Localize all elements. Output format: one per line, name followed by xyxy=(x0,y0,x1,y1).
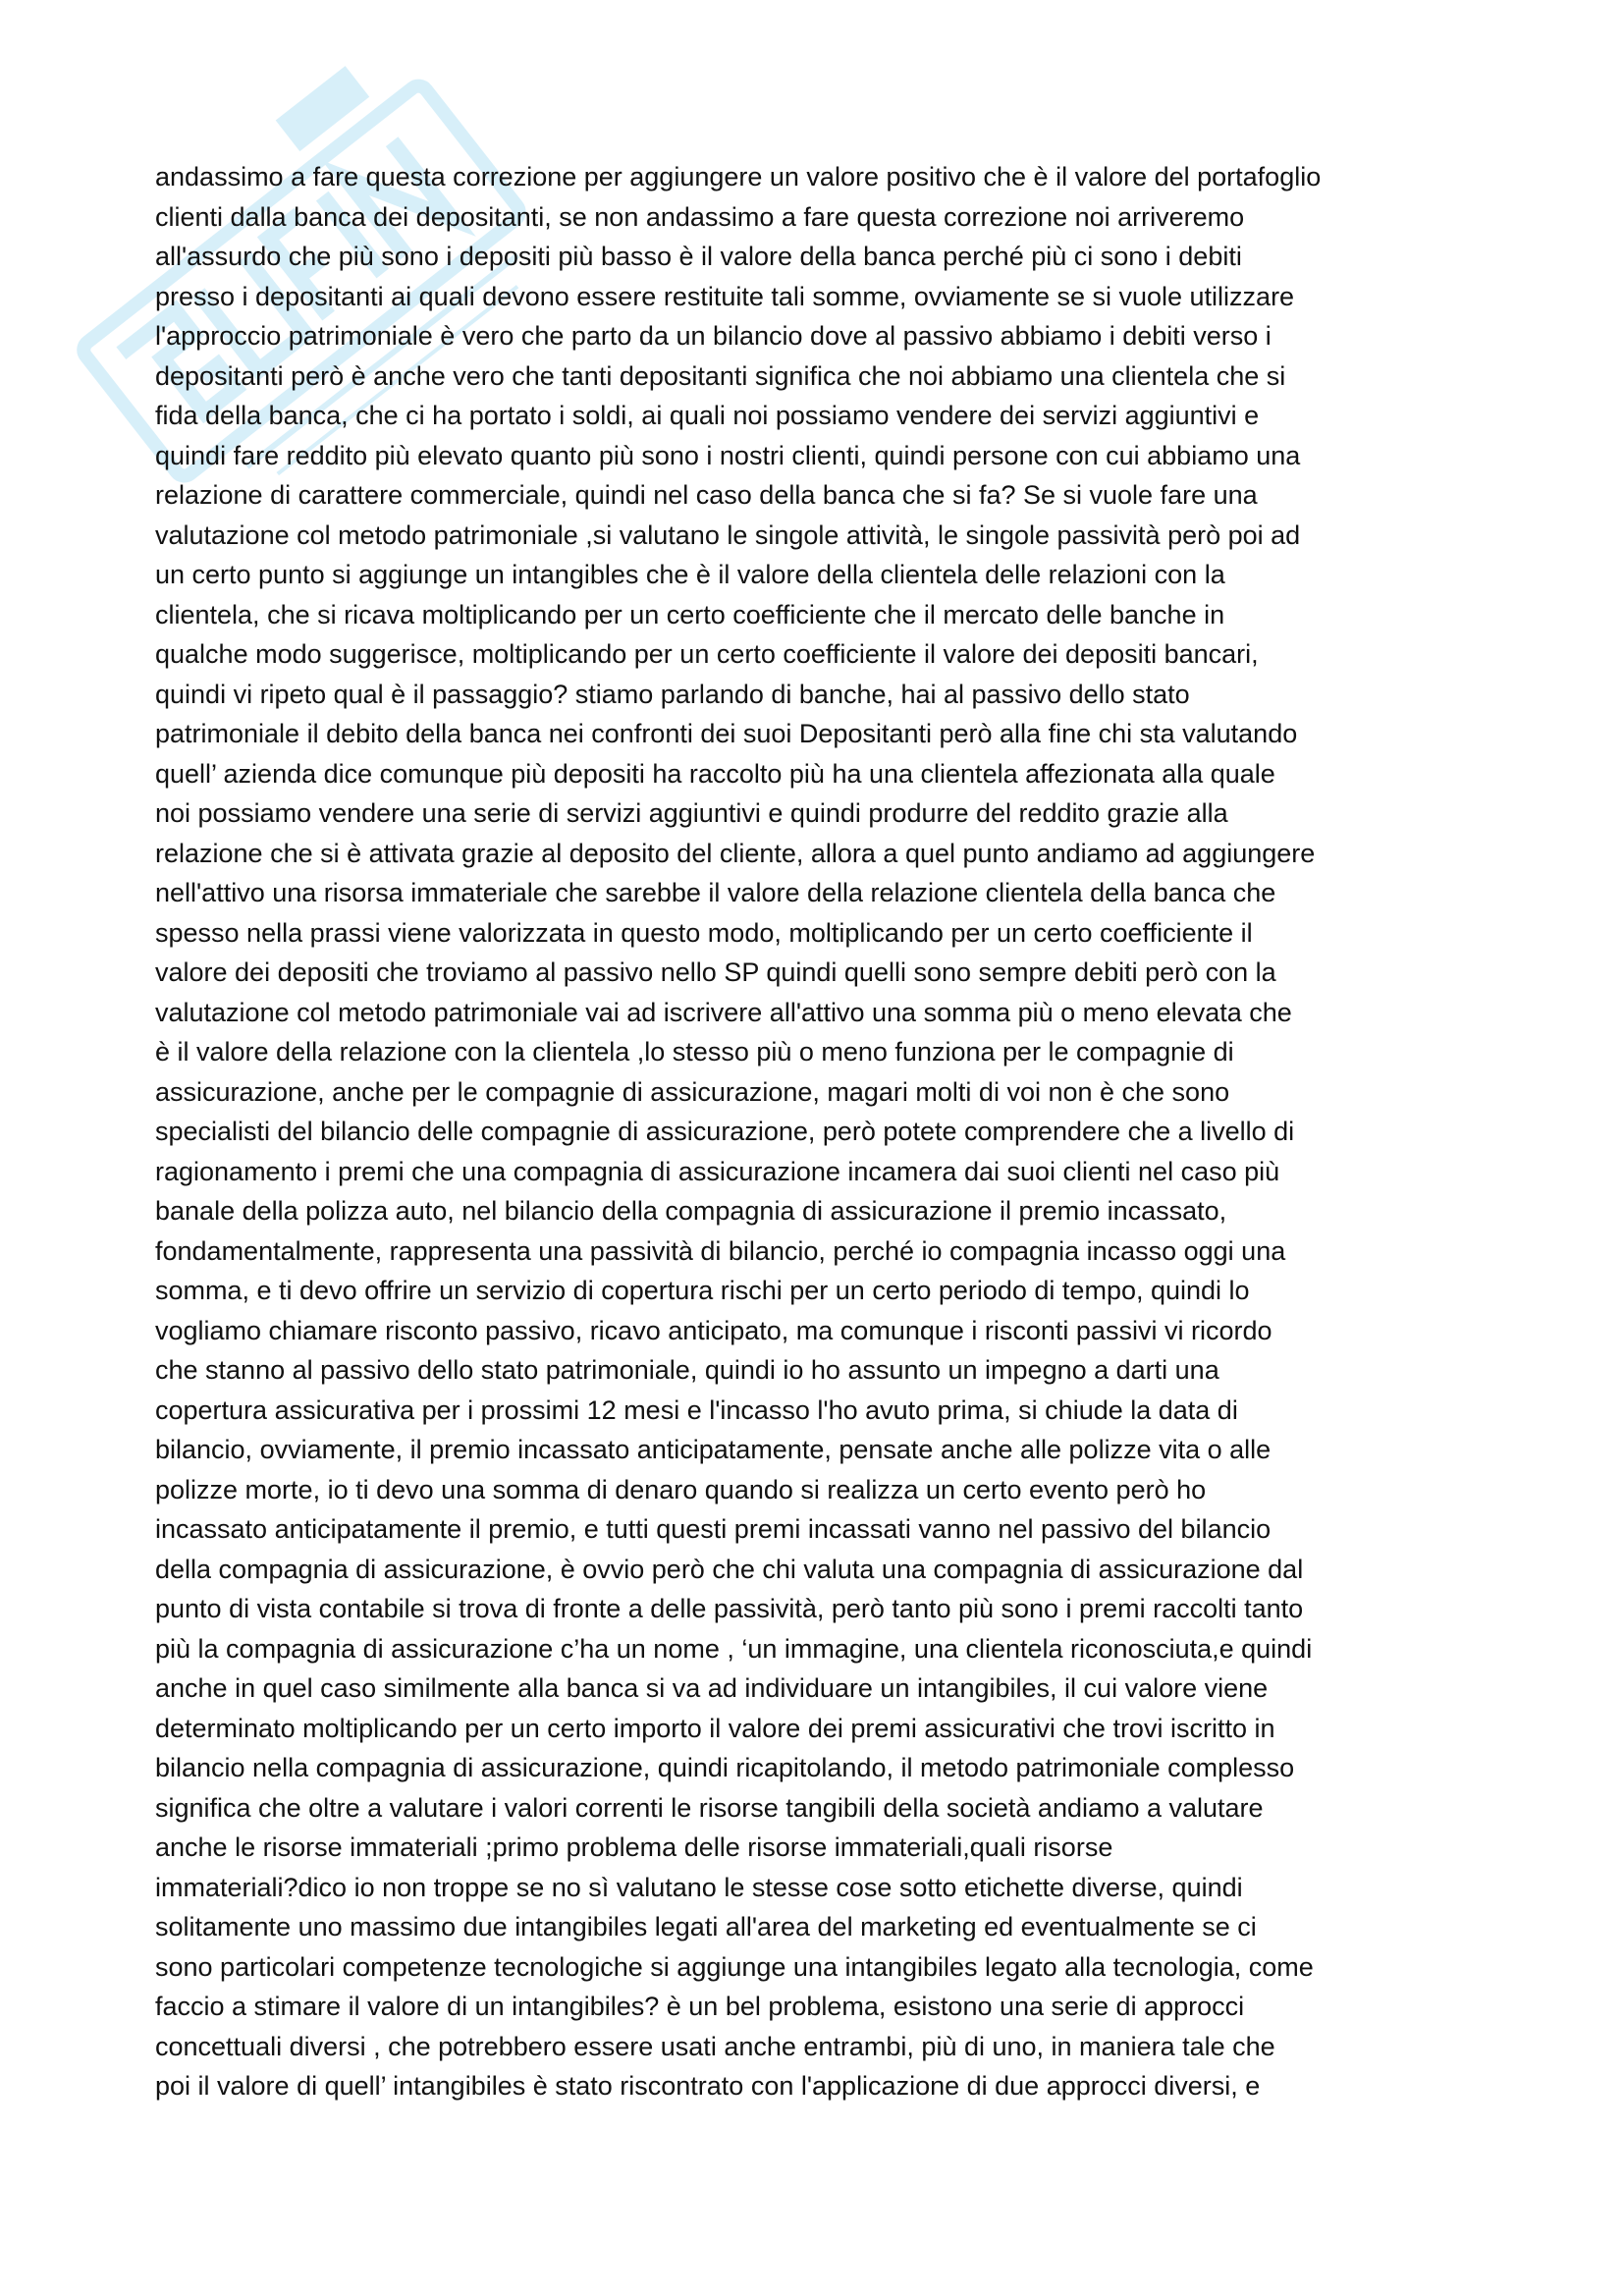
text-line: determinato moltiplicando per un certo importo il valore dei premi assicurativi che trovi iscritto in xyxy=(155,1713,1275,1743)
text-line: nell'attivo una risorsa immateriale che sarebbe il valore della relazione clientela della banca che xyxy=(155,878,1276,907)
text-line: quindi fare reddito più elevato quanto più sono i nostri clienti, quindi persone con cui abbiamo una xyxy=(155,440,1301,470)
text-line: bilancio nella compagnia di assicurazione, quindi ricapitolando, il metodo patrimoniale complesso xyxy=(155,1753,1295,1782)
text-line: vogliamo chiamare risconto passivo, ricavo anticipato, ma comunque i risconti passivi vi ricordo xyxy=(155,1315,1272,1345)
text-line: che stanno al passivo dello stato patrimoniale, quindi io ho assunto un impegno a darti una xyxy=(155,1355,1219,1385)
text-line: depositanti però è anche vero che tanti depositanti significa che noi abbiamo una clientela che si xyxy=(155,360,1286,391)
text-line: fondamentalmente, rappresenta una passività di bilancio, perché io compagnia incasso oggi una xyxy=(155,1235,1286,1266)
text-line: andassimo a fare questa correzione per aggiungere un valore positivo che è il valore del portafoglio xyxy=(155,162,1322,191)
text-line: quindi vi ripeto qual è il passaggio? stiamo parlando di banche, hai al passivo dello stato xyxy=(155,679,1190,709)
text-line: somma, e ti devo offrire un servizio di copertura rischi per un certo periodo di tempo, quindi lo xyxy=(155,1276,1250,1305)
text-line: sono particolari competenze tecnologiche si aggiunge una intangibiles legato alla tecnologia, come xyxy=(155,1951,1314,1982)
text-line: un certo punto si aggiunge un intangibles che è il valore della clientela delle relazioni con la xyxy=(155,560,1225,589)
text-line: più la compagnia di assicurazione c’ha un nome , ‘un immagine, una clientela riconosciuta,e quindi xyxy=(155,1633,1313,1664)
text-line: immateriali?dico io non troppe se no sì valutano le stesse cose sotto etichette diverse, quindi xyxy=(155,1872,1243,1902)
text-line: banale della polizza auto, nel bilancio della compagnia di assicurazione il premio incassato, xyxy=(155,1196,1227,1226)
text-line: solitamente uno massimo due intangibiles legati all'area del marketing ed eventualmente se ci xyxy=(155,1912,1257,1941)
text-line: qualche modo suggerisce, moltiplicando per un certo coefficiente il valore dei depositi bancari, xyxy=(155,639,1259,669)
text-line: copertura assicurativa per i prossimi 12 mesi e l'incasso l'ho avuto prima, si chiude la data di xyxy=(155,1394,1238,1425)
text-line: della compagnia di assicurazione, è ovvio però che chi valuta una compagnia di assicurazione dal xyxy=(155,1554,1304,1584)
body-text xyxy=(155,157,1490,2106)
text-line: fida della banca, che ci ha portato i soldi, ai quali noi possiamo vendere dei servizi aggiuntivi e xyxy=(155,401,1260,430)
text-line: quell’ azienda dice comunque più depositi ha raccolto più ha una clientela affezionata alla quale xyxy=(155,758,1275,789)
text-line: relazione che si è attivata grazie al deposito del cliente, allora a quel punto andiamo ad aggiungere xyxy=(155,838,1316,868)
text-line: noi possiamo vendere una serie di servizi aggiuntivi e quindi produrre del reddito grazie alla xyxy=(155,798,1228,828)
text-line: poi il valore di quell’ intangibiles è stato riscontrato con l'applicazione di due approcci diversi, e xyxy=(155,2071,1261,2101)
text-line: valore dei depositi che troviamo al passivo nello SP quindi quelli sono sempre debiti però con la xyxy=(155,957,1276,987)
text-line: specialisti del bilancio delle compagnie di assicurazione, però potete comprendere che a livello di xyxy=(155,1117,1295,1146)
text-line: relazione di carattere commerciale, quindi nel caso della banca che si fa? Se si vuole fare una xyxy=(155,480,1258,510)
text-line: patrimoniale il debito della banca nei confronti dei suoi Depositanti però alla fine chi sta valutando xyxy=(155,719,1298,748)
text-line: polizze morte, io ti devo una somma di denaro quando si realizza un certo evento però ho xyxy=(155,1474,1207,1504)
text-line: anche in quel caso similmente alla banca si va ad individuare un intangibiles, il cui valore viene xyxy=(155,1673,1269,1703)
text-line: spesso nella prassi viene valorizzata in questo modo, moltiplicando per un certo coefficiente il xyxy=(155,917,1253,948)
text-line: faccio a stimare il valore di un intangibiles? è un bel problema, esistono una serie di approcci xyxy=(155,1992,1245,2021)
text-line: l'approccio patrimoniale è vero che parto da un bilancio dove al passivo abbiamo i debiti verso i xyxy=(155,321,1272,351)
text-line: ragionamento i premi che una compagnia di assicurazione incamera dai suoi clienti nel caso più xyxy=(155,1156,1280,1186)
text-line: punto di vista contabile si trova di fronte a delle passività, però tanto più sono i premi raccolti tanto xyxy=(155,1594,1304,1623)
text-line: concettuali diversi , che potrebbero essere usati anche entrambi, più di uno, in maniera tale che xyxy=(155,2031,1275,2061)
text-line: all'assurdo che più sono i depositi più basso è il valore della banca perché più ci sono i debiti xyxy=(155,242,1242,271)
text-line: significa che oltre a valutare i valori correnti le risorse tangibili della società andiamo a valutare xyxy=(155,1792,1264,1823)
text-line: valutazione col metodo patrimoniale vai ad iscrivere all'attivo una somma più o meno elevata che xyxy=(155,997,1292,1027)
text-line: presso i depositanti ai quali devono essere restituite tali somme, ovviamente se si vuole utilizzare xyxy=(155,281,1295,311)
text-line: incassato anticipatamente il premio, e tutti questi premi incassati vanno nel passivo del bilancio xyxy=(155,1514,1272,1544)
text-line: clientela, che si ricava moltiplicando per un certo coefficiente che il mercato delle banche in xyxy=(155,599,1225,629)
text-line: anche le risorse immateriali ;primo problema delle risorse immateriali,quali risorse xyxy=(155,1832,1113,1862)
text-line: clienti dalla banca dei depositanti, se non andassimo a fare questa correzione noi arriveremo xyxy=(155,201,1245,232)
text-line: valutazione col metodo patrimoniale ,si valutano le singole attività, le singole passività però poi ad xyxy=(155,519,1301,550)
text-line: bilancio, ovviamente, il premio incassato anticipatamente, pensate anche alle polizze vita o alle xyxy=(155,1435,1272,1464)
text-line: è il valore della relazione con la clientela ,lo stesso più o meno funziona per le compagnie di xyxy=(155,1037,1234,1066)
text-line: assicurazione, anche per le compagnie di assicurazione, magari molti di voi non è che sono xyxy=(155,1076,1230,1107)
